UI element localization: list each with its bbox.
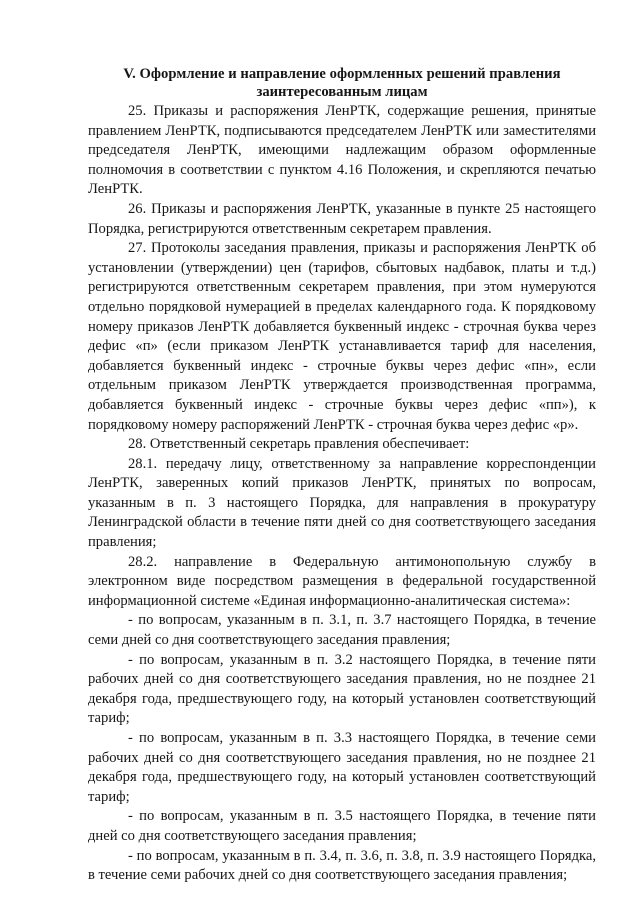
section-heading-line-2: заинтересованным лицам <box>256 83 428 100</box>
list-item-3-3: - по вопросам, указанным в п. 3.3 настоящего Порядка, в течение семи рабочих дней со дня соответствующего заседания правления, но не позднее 21 декабря года, предшествующего году, на который установлен соответствующий тариф; <box>88 730 596 805</box>
paragraph-28-2: 28.2. направление в Федеральную антимонопольную службу в электронном виде посредством размещения в федеральной государственной информационной системе «Единая информационно-аналитическая система»: <box>88 553 596 609</box>
list-item-3-5: - по вопросам, указанным в п. 3.5 настоящего Порядка, в течение пяти дней со дня соответствующего заседания правления; <box>88 808 596 844</box>
list-item-3-1-3-7: - по вопросам, указанным в п. 3.1, п. 3.7 настоящего Порядка, в течение семи дней со дня соответствующего заседания правления; <box>88 612 596 649</box>
list-item-3-2: - по вопросам, указанным в п. 3.2 настоящего Порядка, в течение пяти рабочих дней со дня соответствующего заседания правления, но не позднее 21 декабря года, предшествующего году, на который установлен соответствующий тариф; <box>88 651 596 727</box>
section-heading <box>88 66 596 101</box>
paragraph-28: 28. Ответственный секретарь правления обеспечивает: <box>128 436 470 453</box>
paragraph-26: 26. Приказы и распоряжения ЛенРТК, указанные в пункте 25 настоящего Порядка, регистрируются ответственным секретарем правления. <box>88 200 596 237</box>
paragraph-27: 27. Протоколы заседания правления, приказы и распоряжения ЛенРТК об установлении (утверждении) цен (тарифов, сбытовых надбавок, платы и т.д.) регистрируются ответственным секретарем правления, при этом нумеруются отдельно порядковой нумерацией в пределах календарного года. К порядковому номеру приказов ЛенРТК добавляется буквенный индекс - строчная буква через дефис «п» (если приказом ЛенРТК устанавливается тариф для населения, добавляется буквенный индекс - строчные буквы через дефис «пн», если отдельным приказом ЛенРТК утверждается производственная программа, добавляется буквенный индекс - строчные буквы через дефис «пп»), к порядковому номеру распоряжений ЛенРТК - строчная буква через дефис «р». <box>88 240 596 433</box>
document-page <box>88 66 596 886</box>
paragraph-25: 25. Приказы и распоряжения ЛенРТК, содержащие решения, принятые правлением ЛенРТК, подписываются председателем ЛенРТК или заместителями председателя ЛенРТК, имеющими надлежащим образом оформленные полномочия в соответствии с пунктом 4.16 Положения, и скрепляются печатью ЛенРТК. <box>88 103 596 198</box>
section-heading-line-1: V. Оформление и направление оформленных решений правления <box>123 66 561 82</box>
paragraph-28-1: 28.1. передачу лицу, ответственному за направление корреспонденции ЛенРТК, заверенных копий приказов ЛенРТК, принятых по вопросам, указанным в п. 3 настоящего Порядка, для направления в прокуратуру Ленинградской области в течение пяти дней со дня соответствующего заседания правления; <box>88 455 596 551</box>
list-item-3-4-3-6-3-8-3-9: - по вопросам, указанным в п. 3.4, п. 3.6, п. 3.8, п. 3.9 настоящего Порядка, в течение семи рабочих дней со дня соответствующего заседания правления; <box>88 847 596 884</box>
